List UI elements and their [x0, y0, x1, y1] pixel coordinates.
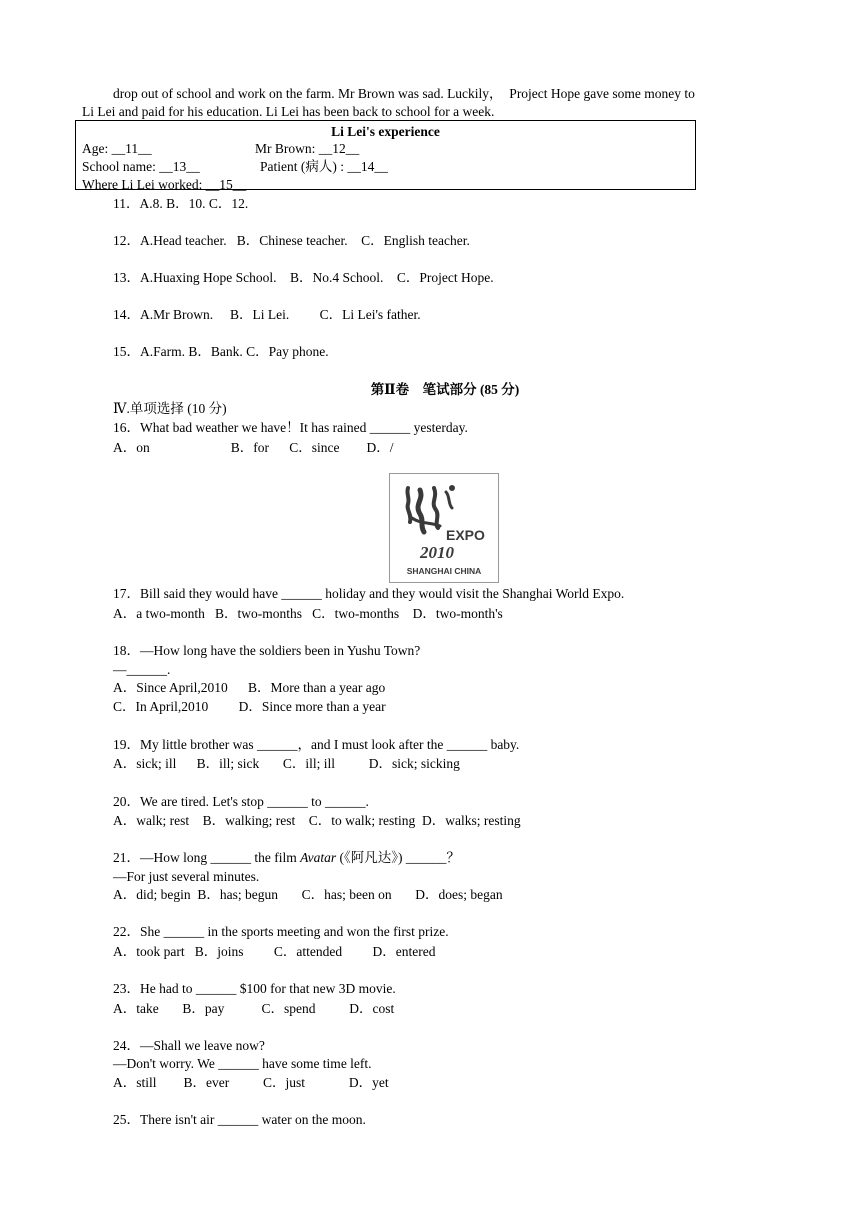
question-21-stem-part-a: 21．—How long ______ the film	[113, 850, 301, 865]
question-22-stem: 22．She ______ in the sports meeting and won the first prize.	[113, 924, 449, 939]
question-20-stem: 20．We are tired. Let's stop ______ to ______.	[113, 794, 369, 809]
question-21-answer: —For just several minutes.	[113, 869, 260, 884]
question-13: 13．A.Huaxing Hope School. B．No.4 School. C．Project Hope.	[113, 270, 494, 285]
question-19-options: A．sick; ill B．ill; sick C．ill; ill D．sick; sicking	[113, 756, 460, 771]
patient-row	[260, 157, 388, 176]
section-title: 第Ⅱ卷 笔试部分 (85 分)	[370, 382, 520, 397]
worked-blank: __15__	[205, 177, 247, 192]
passage-line-1: drop out of school and work on the farm. Mr Brown was sad. Luckily， Project Hope gave some money to	[113, 86, 695, 101]
question-18-options-1: A．Since April,2010 B．More than a year ago	[113, 680, 386, 695]
question-19-stem: 19．My little brother was ______，and I must look after the ______ baby.	[113, 737, 520, 752]
question-22-options: A．took part B．joins C．attended D．entered	[113, 944, 436, 959]
age-label: Age:	[82, 141, 112, 156]
expo-2010-logo-icon	[390, 474, 498, 582]
table-title: Li Lei's experience	[331, 124, 440, 139]
worked-label: Where Li Lei worked:	[82, 177, 206, 192]
logo-year-text: 2010	[420, 543, 454, 562]
experience-table	[75, 120, 696, 190]
question-23-options: A．take B．pay C．spend D．cost	[113, 1001, 395, 1016]
passage-line-2: Li Lei and paid for his education. Li Lei has been back to school for a week.	[82, 104, 495, 119]
mr-brown-label: Mr Brown:	[255, 141, 319, 156]
worked-row	[82, 175, 246, 194]
question-24-stem: 24．—Shall we leave now?	[113, 1038, 265, 1053]
question-12: 12．A.Head teacher. B．Chinese teacher. C．English teacher.	[113, 233, 470, 248]
question-18-stem: 18．—How long have the soldiers been in Yushu Town?	[113, 643, 421, 658]
question-17-options: A．a two-month B．two-months C．two-months D．two-month's	[113, 606, 503, 621]
patient-blank: __14__	[347, 159, 388, 174]
question-14: 14．A.Mr Brown. B．Li Lei. C．Li Lei's father.	[113, 307, 421, 322]
section-subtitle: Ⅳ.单项选择 (10 分)	[113, 401, 227, 416]
school-row	[82, 157, 200, 176]
question-20-options: A．walk; rest B．walking; rest C．to walk; resting D．walks; resting	[113, 813, 521, 828]
question-18-answer: —______.	[113, 662, 171, 677]
question-18-options-2: C．In April,2010 D．Since more than a year	[113, 699, 386, 714]
question-21-stem-part-b: (《阿凡达》) ______？	[336, 850, 460, 865]
school-blank: __13__	[159, 159, 200, 174]
question-21-stem	[113, 848, 460, 867]
mr-brown-blank: __12__	[318, 141, 360, 156]
expo-logo-image	[389, 473, 499, 583]
question-16-stem: 16．What bad weather we have！It has rained ______ yesterday.	[113, 420, 468, 435]
question-21-options: A．did; begin B．has; begun C．has; been on D．does; began	[113, 887, 503, 902]
question-23-stem: 23．He had to ______ $100 for that new 3D movie.	[113, 981, 396, 996]
logo-location-text: SHANGHAI CHINA	[406, 566, 482, 576]
logo-expo-text: EXPO	[446, 527, 485, 543]
question-16-options: A．on B．for C．since D．/	[113, 440, 394, 455]
question-24-options: A．still B．ever C．just D．yet	[113, 1075, 389, 1090]
age-row	[82, 139, 152, 158]
age-blank: __11__	[111, 141, 152, 156]
question-11: 11．A.8. B．10. C．12.	[113, 196, 249, 211]
patient-label: Patient (病人) :	[260, 159, 348, 174]
mr-brown-row	[255, 139, 359, 158]
question-24-answer: —Don't worry. We ______ have some time left.	[113, 1056, 372, 1071]
question-17-stem: 17．Bill said they would have ______ holiday and they would visit the Shanghai World Expo.	[113, 586, 625, 601]
school-label: School name:	[82, 159, 160, 174]
question-25-stem: 25．There isn't air ______ water on the moon.	[113, 1112, 366, 1127]
film-title: Avatar	[300, 850, 337, 865]
question-15: 15．A.Farm. B．Bank. C．Pay phone.	[113, 344, 329, 359]
